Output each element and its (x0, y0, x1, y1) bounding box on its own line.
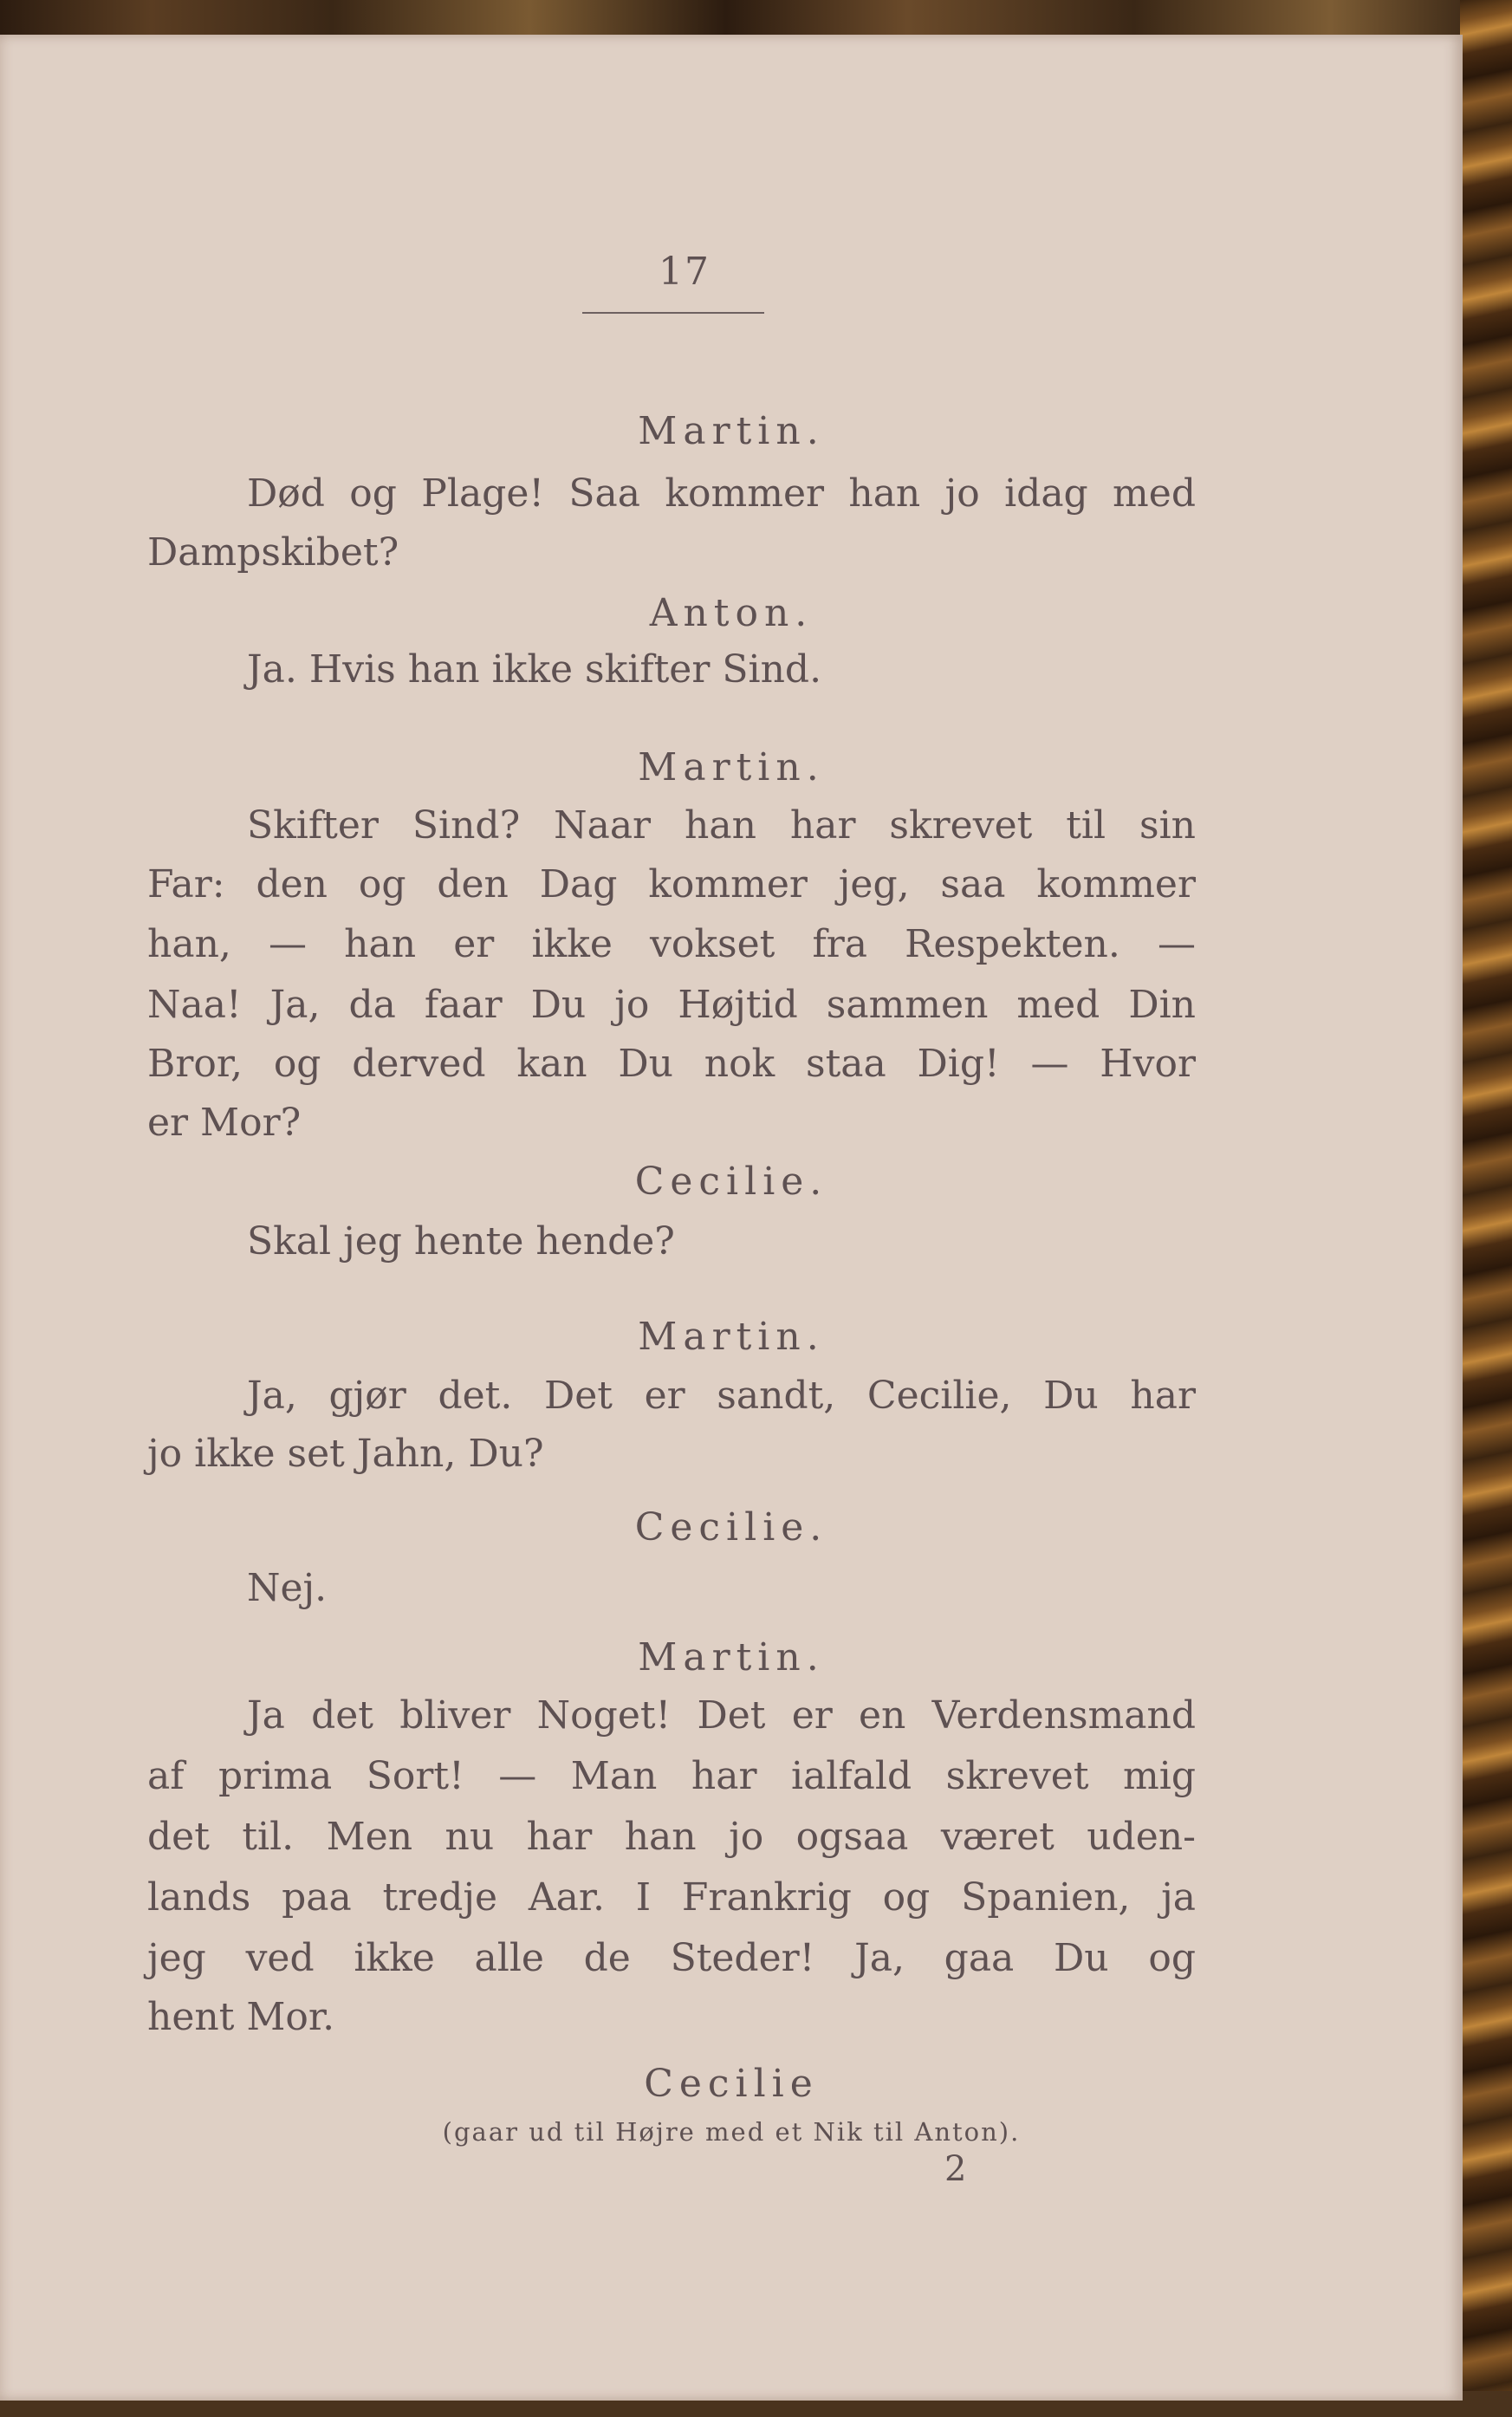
dialogue-line: Bror, og derved kan Du nok staa Dig! — Hvor (147, 1042, 1196, 1086)
speaker-name: Martin. (638, 1315, 825, 1359)
dialogue-line: Skifter Sind? Naar han har skrevet til sin (247, 803, 1196, 848)
page-number: 17 (659, 250, 711, 294)
dialogue-line: Far: den og den Dag kommer jeg, saa kommer (147, 862, 1196, 906)
dialogue-line: af prima Sort! — Man har ialfald skrevet mig (147, 1754, 1196, 1798)
speaker-name: Martin. (638, 409, 825, 453)
page-number-rule (582, 312, 764, 314)
printer-signature-mark: 2 (944, 2149, 967, 2189)
dialogue-line: Naa! Ja, da faar Du jo Højtid sammen med Din (147, 983, 1196, 1027)
dialogue-line: Død og Plage! Saa kommer han jo idag med (247, 471, 1196, 516)
speaker-name: Cecilie. (634, 1505, 828, 1550)
dialogue-line: jeg ved ikke alle de Steder! Ja, gaa Du og (147, 1936, 1196, 1980)
dialogue-line: Ja det bliver Noget! Det er en Verdensmand (247, 1693, 1196, 1738)
stage-direction: (gaar ud til Højre med et Nik til Anton). (442, 2117, 1021, 2147)
dialogue-line: er Mor? (147, 1101, 302, 1145)
dialogue-line: det til. Men nu har han jo ogsaa været uden- (147, 1815, 1196, 1859)
dialogue-line: Ja. Hvis han ikke skifter Sind. (247, 647, 822, 692)
marbled-cover-board (1460, 0, 1512, 2417)
book-page (0, 35, 1463, 2401)
dialogue-line: Ja, gjør det. Det er sandt, Cecilie, Du har (247, 1374, 1196, 1418)
speaker-name: Cecilie. (634, 1160, 828, 1204)
speaker-name: Martin. (638, 745, 825, 789)
speaker-name: Anton. (649, 591, 814, 635)
speaker-name: Martin. (638, 1635, 825, 1680)
dialogue-line: lands paa tredje Aar. I Frankrig og Spanien, ja (147, 1875, 1196, 1920)
dialogue-line: han, — han er ikke vokset fra Respekten. — (147, 922, 1196, 966)
dialogue-line: Dampskibet? (147, 530, 399, 575)
dialogue-line: hent Mor. (147, 1995, 335, 2039)
dialogue-line: Skal jeg hente hende? (247, 1219, 675, 1264)
speaker-name: Cecilie (644, 2062, 819, 2106)
dialogue-line: Nej. (247, 1566, 328, 1610)
dialogue-line: jo ikke set Jahn, Du? (147, 1432, 544, 1476)
